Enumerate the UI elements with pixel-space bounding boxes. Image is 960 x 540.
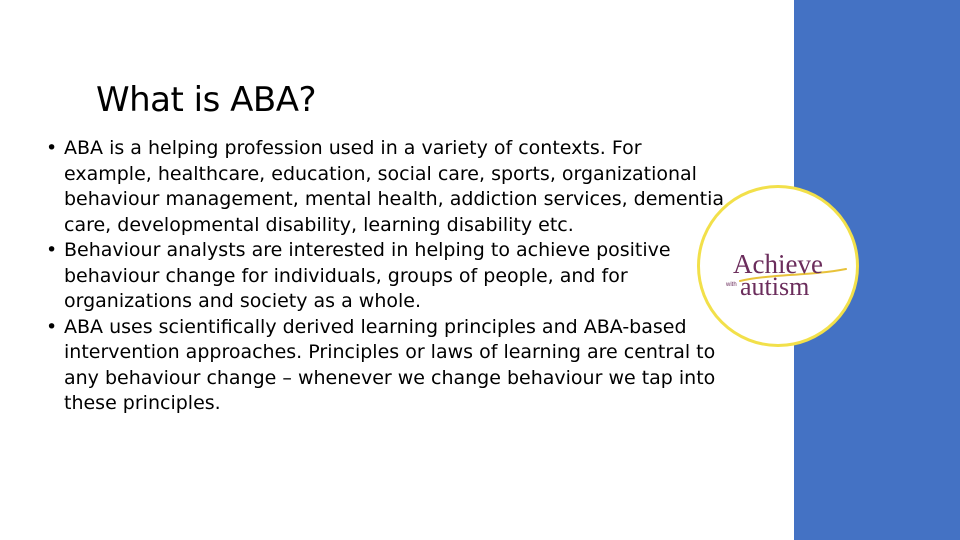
bullet-text: ABA uses scientifically derived learning principles and ABA-based intervention approaches. Principles or laws of learning are central to any behaviour change – whenever we change behaviour we tap into these principles. xyxy=(64,315,716,414)
slide-title: What is ABA? xyxy=(96,80,316,120)
logo-line2: autism xyxy=(740,272,810,301)
bullet-item xyxy=(46,136,726,238)
bullet-marker: • xyxy=(46,137,58,159)
achieve-with-autism-logo xyxy=(697,185,859,347)
bullet-marker: • xyxy=(46,239,58,261)
logo-small-word: with xyxy=(726,282,737,288)
bullet-text: Behaviour analysts are interested in helping to achieve positive behaviour change for individuals, groups of people, and for organizations and society as a whole. xyxy=(64,239,671,312)
bullet-item xyxy=(46,238,726,315)
bullet-marker: • xyxy=(46,315,58,338)
logo-line1: Achieve xyxy=(733,249,823,279)
logo-graphic xyxy=(700,188,856,344)
bullet-item xyxy=(46,315,726,417)
bullet-list xyxy=(46,136,726,417)
bullet-text: ABA is a helping profession used in a variety of contexts. For example, healthcare, education, social care, sports, organizational behaviour management, mental health, addiction services, dementia care, developmental disability, learning disability etc. xyxy=(64,137,725,236)
